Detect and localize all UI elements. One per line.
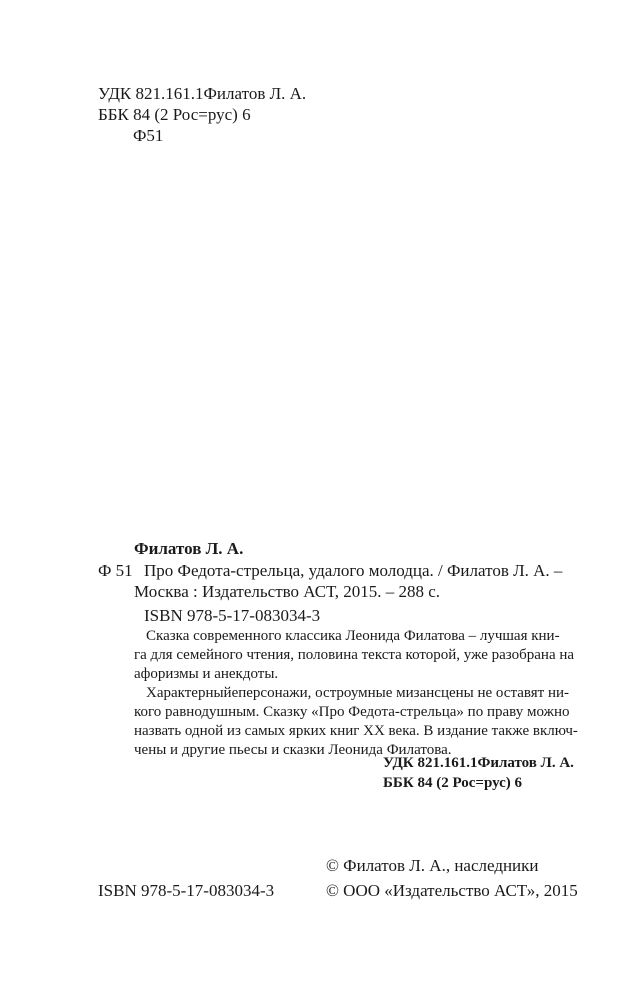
card-title-line1: Про Федота-стрельца, удалого молодца. / Филатов Л. А. – — [144, 561, 563, 580]
copyright-publisher: © ООО «Издательство АСТ», 2015 — [326, 881, 578, 900]
annotation-line: афоризмы и анекдоты. — [134, 666, 279, 682]
annotation-line: назвать одной из самых ярких книг XX века. В издание также включ- — [134, 723, 578, 739]
header-bbk: ББК 84 (2 Рос=рус) 6 — [98, 105, 251, 124]
card-title-line2: Москва : Издательство АСТ, 2015. – 288 с. — [134, 582, 441, 601]
header-udk: УДК 821.161.1Филатов Л. А. — [98, 84, 307, 103]
card-annotation — [134, 627, 582, 760]
card-author: Филатов Л. А. — [134, 539, 244, 558]
annotation-line: чены и другие пьесы и сказки Леонида Филатова. — [134, 742, 452, 758]
card-udk: УДК 821.161.1Филатов Л. А. — [383, 755, 574, 771]
card-code: Ф 51 — [98, 561, 133, 580]
copyright-author: © Филатов Л. А., наследники — [326, 856, 539, 875]
header-code: Ф51 — [133, 126, 164, 145]
card-isbn: ISBN 978-5-17-083034-3 — [144, 606, 321, 625]
card-bbk: ББК 84 (2 Рос=рус) 6 — [383, 775, 523, 791]
annotation-line: га для семейного чтения, половина текста которой, уже разобрана на — [134, 647, 575, 663]
annotation-line: Сказка современного классика Леонида Филатова – лучшая кни- — [146, 628, 560, 644]
annotation-line: кого равнодушным. Сказку «Про Федота-стрельца» по праву можно — [134, 704, 570, 720]
footer-isbn: ISBN 978-5-17-083034-3 — [98, 881, 275, 900]
annotation-line: Характерныйеперсонажи, остроумные мизансцены не оставят ни- — [146, 685, 569, 701]
